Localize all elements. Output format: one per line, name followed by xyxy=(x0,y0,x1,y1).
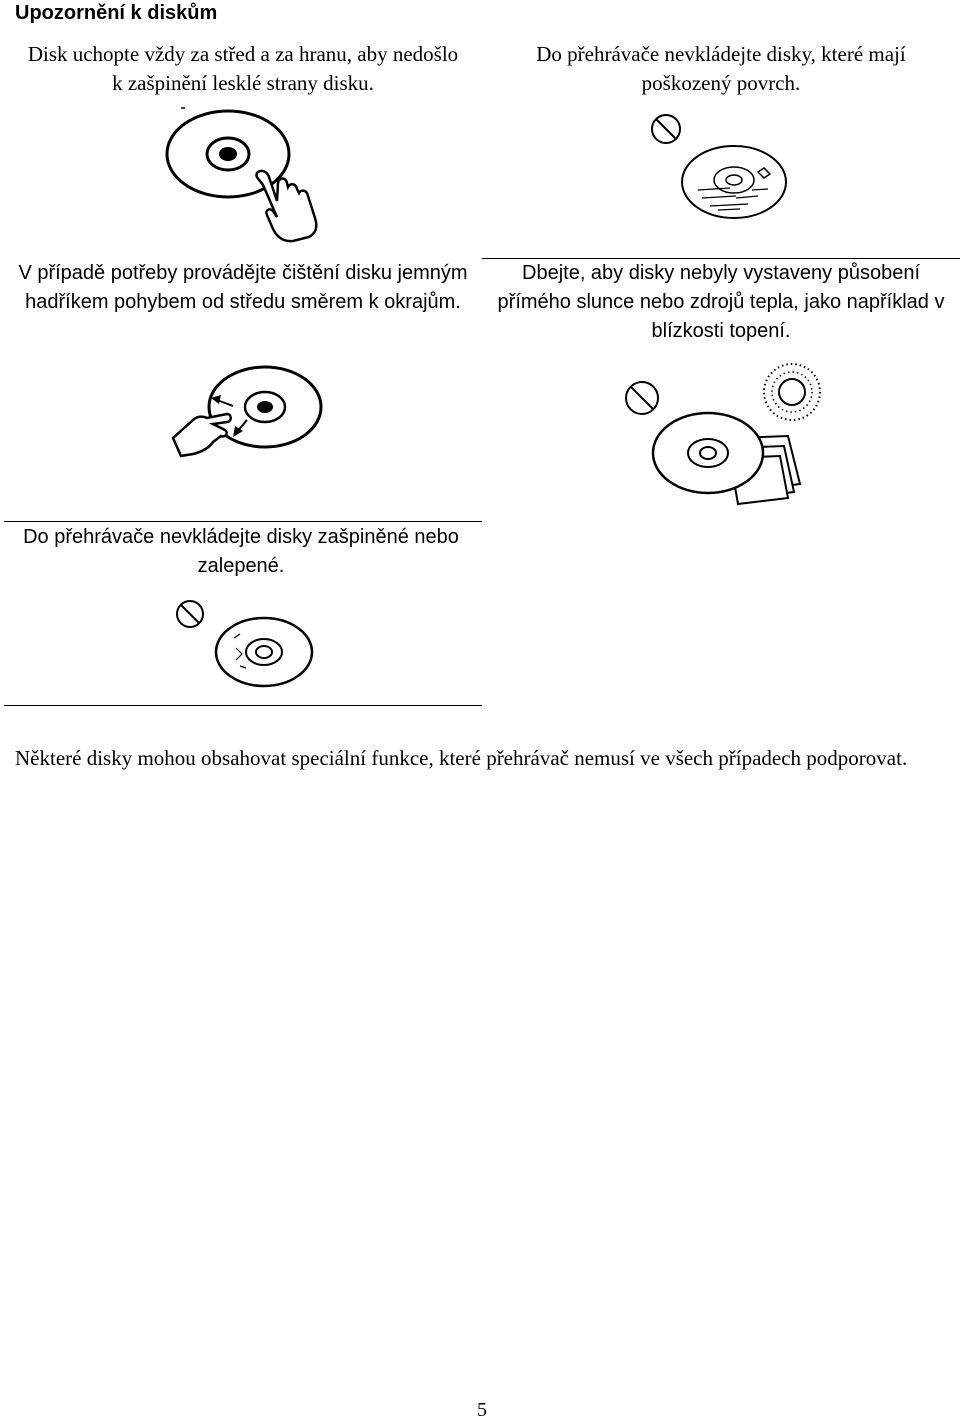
divider xyxy=(4,521,482,522)
dirty-disc-prohibited-icon xyxy=(170,596,320,696)
caption-cleaning: V případě potřeby provádějte čištění disku jemným hadříkem pohybem od středu směrem k okrajům. xyxy=(18,262,468,313)
divider xyxy=(4,705,482,706)
caption-damaged-disc: Do přehrávače nevkládejte disky, které mají poškozený povrch. xyxy=(536,42,906,95)
disc-cleaning-direction-icon xyxy=(165,360,330,470)
footnote: Některé disky mohou obsahovat speciální funkce, které přehrávač nemusí ve všech případech podporovat. xyxy=(15,746,908,770)
caption-dirty-disc: Do přehrávače nevkládejte disky zašpiněné nebo zalepené. xyxy=(23,526,459,577)
section-heading: Upozornění k diskům xyxy=(15,2,218,24)
hand-holding-disc-icon xyxy=(165,103,335,243)
page-number: 5 xyxy=(477,1399,487,1421)
caption-heat: Dbejte, aby disky nebyly vystaveny působení přímého slunce nebo zdrojů tepla, jako například v blízkosti topení. xyxy=(497,262,945,342)
scratched-disc-prohibited-icon xyxy=(640,112,800,222)
caption-hold-disc: Disk uchopte vždy za střed a za hranu, aby nedošlo k zašpinění lesklé strany disku. xyxy=(27,42,459,95)
disc-heat-prohibited-icon xyxy=(618,358,838,508)
